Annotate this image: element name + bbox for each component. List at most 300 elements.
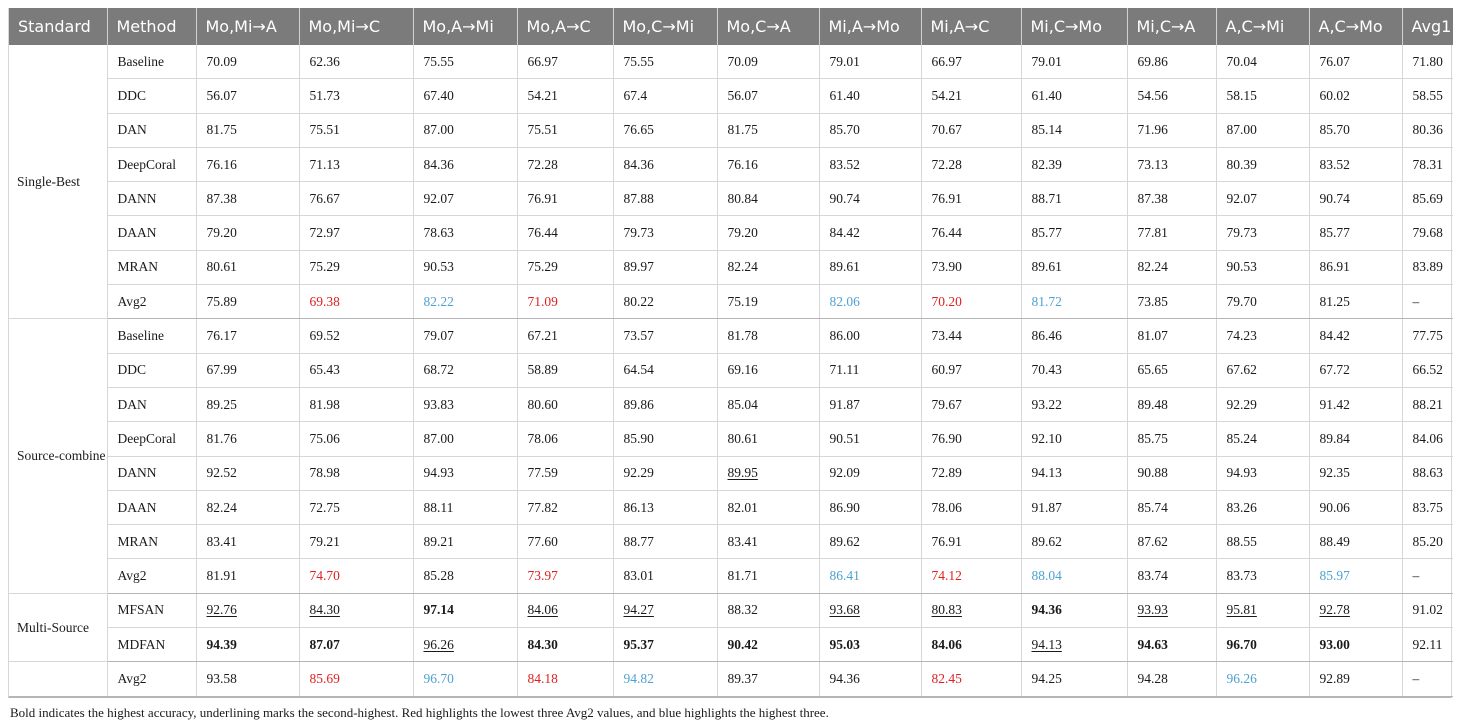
value-cell <box>299 319 413 353</box>
value-cell <box>1021 422 1127 456</box>
value-cell <box>299 593 413 627</box>
value-cell <box>517 285 613 319</box>
value-cell <box>921 250 1021 284</box>
cell-value: 92.52 <box>206 465 237 481</box>
cell-value: 87.88 <box>623 190 654 206</box>
cell-value: 76.16 <box>206 156 237 172</box>
cell-value: 79.68 <box>1412 225 1443 241</box>
cell-value: 54.21 <box>931 87 962 103</box>
cell-value: 83.89 <box>1412 259 1443 275</box>
value-cell <box>413 490 517 524</box>
value-cell <box>1402 113 1453 147</box>
cell-value: 80.39 <box>1226 156 1257 172</box>
value-cell <box>819 45 921 79</box>
cell-value: 96.26 <box>423 636 454 652</box>
cell-value: 89.25 <box>206 396 237 412</box>
cell-value: 92.78 <box>1319 602 1350 618</box>
value-cell <box>1021 285 1127 319</box>
value-cell <box>1309 525 1402 559</box>
value-cell <box>921 216 1021 250</box>
value-cell <box>517 182 613 216</box>
cell-value: 70.43 <box>1031 362 1062 378</box>
value-cell <box>196 456 299 490</box>
cell-value: 73.44 <box>931 328 962 344</box>
value-cell <box>921 113 1021 147</box>
cell-value: 77.81 <box>1137 225 1168 241</box>
value-cell <box>413 147 517 181</box>
cell-value: 86.41 <box>829 568 860 584</box>
column-header: Mi,C→A <box>1127 8 1216 45</box>
value-cell <box>1216 285 1309 319</box>
cell-value: 78.31 <box>1412 156 1443 172</box>
value-cell <box>1021 250 1127 284</box>
cell-value: 72.75 <box>309 499 340 515</box>
cell-value: 69.86 <box>1137 53 1168 69</box>
value-cell <box>1127 593 1216 627</box>
value-cell <box>1402 387 1453 421</box>
cell-value: 94.28 <box>1137 670 1168 686</box>
cell-value: 86.90 <box>829 499 860 515</box>
cell-value: 67.40 <box>423 87 454 103</box>
method-cell: DAAN <box>107 216 196 250</box>
cell-value: 87.62 <box>1137 533 1168 549</box>
value-cell <box>819 182 921 216</box>
value-cell <box>1216 662 1309 696</box>
value-cell <box>717 456 819 490</box>
value-cell <box>613 182 717 216</box>
cell-value: 78.06 <box>931 499 962 515</box>
cell-value: 78.06 <box>527 430 558 446</box>
cell-value: 85.70 <box>1319 122 1350 138</box>
value-cell <box>819 593 921 627</box>
value-cell <box>819 662 921 696</box>
value-cell <box>196 216 299 250</box>
cell-value: 92.35 <box>1319 465 1350 481</box>
cell-value: 89.61 <box>829 259 860 275</box>
value-cell <box>819 490 921 524</box>
value-cell <box>1309 456 1402 490</box>
cell-value: 94.93 <box>423 465 454 481</box>
table-row <box>9 285 1453 319</box>
value-cell <box>1309 45 1402 79</box>
cell-value: 82.39 <box>1031 156 1062 172</box>
cell-value: 85.75 <box>1137 430 1168 446</box>
cell-value: 73.13 <box>1137 156 1168 172</box>
value-cell <box>613 628 717 662</box>
value-cell <box>717 387 819 421</box>
cell-value: 81.98 <box>309 396 340 412</box>
value-cell <box>1216 422 1309 456</box>
value-cell <box>1216 559 1309 593</box>
value-cell <box>1309 79 1402 113</box>
value-cell <box>1402 216 1453 250</box>
cell-value: 89.86 <box>623 396 654 412</box>
cell-value: 58.55 <box>1412 87 1443 103</box>
value-cell <box>717 147 819 181</box>
value-cell <box>517 79 613 113</box>
table-row <box>9 216 1453 250</box>
standard-cell <box>9 662 107 696</box>
value-cell <box>921 490 1021 524</box>
cell-value: 88.55 <box>1226 533 1257 549</box>
cell-value: 89.48 <box>1137 396 1168 412</box>
value-cell <box>299 182 413 216</box>
cell-value: 89.97 <box>623 259 654 275</box>
cell-value: 79.20 <box>727 225 758 241</box>
cell-value: 82.24 <box>206 499 237 515</box>
method-cell: MFSAN <box>107 593 196 627</box>
cell-value: 76.67 <box>309 190 340 206</box>
cell-value: 86.46 <box>1031 328 1062 344</box>
table-row <box>9 319 1453 353</box>
cell-value: 94.36 <box>829 670 860 686</box>
cell-value: 80.84 <box>727 190 758 206</box>
table-header <box>9 8 1453 45</box>
cell-value: 71.80 <box>1412 53 1443 69</box>
cell-value: 84.42 <box>1319 328 1350 344</box>
value-cell <box>196 525 299 559</box>
cell-value: 83.75 <box>1412 499 1443 515</box>
cell-value: 76.44 <box>527 225 558 241</box>
cell-value: 92.29 <box>1226 396 1257 412</box>
table-row <box>9 525 1453 559</box>
value-cell <box>717 662 819 696</box>
cell-value: 78.63 <box>423 225 454 241</box>
cell-value: 76.16 <box>727 156 758 172</box>
cell-value: 80.83 <box>931 602 962 618</box>
value-cell <box>717 285 819 319</box>
cell-value: – <box>1412 293 1420 309</box>
value-cell <box>196 79 299 113</box>
value-cell <box>613 593 717 627</box>
cell-value: 60.02 <box>1319 87 1350 103</box>
value-cell <box>196 559 299 593</box>
header-row <box>9 8 1453 45</box>
cell-value: 85.90 <box>623 430 654 446</box>
value-cell <box>613 525 717 559</box>
cell-value: 84.30 <box>309 602 340 618</box>
value-cell <box>1127 285 1216 319</box>
cell-value: 83.74 <box>1137 568 1168 584</box>
cell-value: 88.04 <box>1031 568 1062 584</box>
cell-value: 80.22 <box>623 293 654 309</box>
value-cell <box>613 456 717 490</box>
value-cell <box>413 559 517 593</box>
value-cell <box>196 353 299 387</box>
value-cell <box>1021 182 1127 216</box>
value-cell <box>717 559 819 593</box>
cell-value: 83.26 <box>1226 499 1257 515</box>
value-cell <box>613 147 717 181</box>
value-cell <box>1402 525 1453 559</box>
cell-value: 94.63 <box>1137 636 1168 652</box>
cell-value: 92.89 <box>1319 670 1350 686</box>
cell-value: 67.62 <box>1226 362 1257 378</box>
value-cell <box>1021 147 1127 181</box>
method-cell: Baseline <box>107 45 196 79</box>
method-cell: Avg2 <box>107 559 196 593</box>
method-cell: Baseline <box>107 319 196 353</box>
cell-value: 87.38 <box>206 190 237 206</box>
column-header: Mo,A→C <box>517 8 613 45</box>
table-row <box>9 456 1453 490</box>
cell-value: 86.00 <box>829 328 860 344</box>
value-cell <box>819 113 921 147</box>
value-cell <box>717 319 819 353</box>
table-row <box>9 250 1453 284</box>
cell-value: 82.06 <box>829 293 860 309</box>
value-cell <box>1127 319 1216 353</box>
cell-value: 73.57 <box>623 328 654 344</box>
value-cell <box>613 387 717 421</box>
value-cell <box>517 45 613 79</box>
cell-value: 83.41 <box>206 533 237 549</box>
cell-value: 90.74 <box>1319 190 1350 206</box>
cell-value: 70.04 <box>1226 53 1257 69</box>
cell-value: 54.21 <box>527 87 558 103</box>
value-cell <box>1127 353 1216 387</box>
value-cell <box>819 628 921 662</box>
cell-value: 68.72 <box>423 362 454 378</box>
results-table <box>9 8 1453 697</box>
value-cell <box>196 45 299 79</box>
cell-value: 84.36 <box>623 156 654 172</box>
cell-value: 81.91 <box>206 568 237 584</box>
cell-value: 74.12 <box>931 568 962 584</box>
value-cell <box>1309 490 1402 524</box>
cell-value: 94.27 <box>623 602 654 618</box>
value-cell <box>299 216 413 250</box>
value-cell <box>1021 45 1127 79</box>
value-cell <box>517 353 613 387</box>
column-header: Mo,A→Mi <box>413 8 517 45</box>
value-cell <box>299 422 413 456</box>
column-header: Mo,Mi→C <box>299 8 413 45</box>
cell-value: 87.00 <box>1226 122 1257 138</box>
value-cell <box>717 422 819 456</box>
cell-value: 87.07 <box>309 636 340 652</box>
cell-value: 56.07 <box>206 87 237 103</box>
value-cell <box>196 490 299 524</box>
cell-value: 83.01 <box>623 568 654 584</box>
value-cell <box>1127 250 1216 284</box>
value-cell <box>819 353 921 387</box>
value-cell <box>1127 422 1216 456</box>
table-row <box>9 422 1453 456</box>
cell-value: 93.93 <box>1137 602 1168 618</box>
value-cell <box>717 250 819 284</box>
cell-value: 84.36 <box>423 156 454 172</box>
value-cell <box>299 113 413 147</box>
value-cell <box>1216 45 1309 79</box>
value-cell <box>819 422 921 456</box>
cell-value: 88.11 <box>423 499 454 515</box>
cell-value: 69.52 <box>309 328 340 344</box>
value-cell <box>1402 285 1453 319</box>
value-cell <box>921 456 1021 490</box>
cell-value: 67.4 <box>623 87 648 103</box>
value-cell <box>613 113 717 147</box>
cell-value: 60.97 <box>931 362 962 378</box>
value-cell <box>517 250 613 284</box>
cell-value: 54.56 <box>1137 87 1168 103</box>
cell-value: 89.95 <box>727 465 758 481</box>
column-header: Mi,A→C <box>921 8 1021 45</box>
table-body <box>9 45 1453 696</box>
cell-value: 95.03 <box>829 636 860 652</box>
column-header: A,C→Mi <box>1216 8 1309 45</box>
cell-value: 73.90 <box>931 259 962 275</box>
value-cell <box>921 525 1021 559</box>
value-cell <box>1216 353 1309 387</box>
cell-value: 64.54 <box>623 362 654 378</box>
value-cell <box>299 662 413 696</box>
value-cell <box>299 353 413 387</box>
value-cell <box>413 628 517 662</box>
cell-value: 77.59 <box>527 465 558 481</box>
value-cell <box>819 147 921 181</box>
value-cell <box>1309 628 1402 662</box>
value-cell <box>1127 628 1216 662</box>
cell-value: 51.73 <box>309 87 340 103</box>
cell-value: 76.90 <box>931 430 962 446</box>
cell-value: 82.24 <box>727 259 758 275</box>
cell-value: 83.41 <box>727 533 758 549</box>
cell-value: 82.22 <box>423 293 454 309</box>
value-cell <box>1216 216 1309 250</box>
cell-value: – <box>1412 568 1420 584</box>
value-cell <box>1402 250 1453 284</box>
cell-value: 71.13 <box>309 156 340 172</box>
value-cell <box>1216 79 1309 113</box>
value-cell <box>1021 353 1127 387</box>
cell-value: 96.70 <box>423 670 454 686</box>
value-cell <box>921 147 1021 181</box>
standard-cell: Multi-Source <box>9 593 107 662</box>
cell-value: 80.60 <box>527 396 558 412</box>
value-cell <box>1402 147 1453 181</box>
standard-cell: Single-Best <box>9 45 107 319</box>
value-cell <box>1216 525 1309 559</box>
cell-value: 66.97 <box>931 53 962 69</box>
value-cell <box>819 319 921 353</box>
value-cell <box>613 250 717 284</box>
cell-value: 83.52 <box>1319 156 1350 172</box>
table-row <box>9 79 1453 113</box>
value-cell <box>921 285 1021 319</box>
table-row <box>9 353 1453 387</box>
cell-value: 79.67 <box>931 396 962 412</box>
value-cell <box>1402 353 1453 387</box>
value-cell <box>517 662 613 696</box>
table-row <box>9 559 1453 593</box>
cell-value: 80.61 <box>206 259 237 275</box>
value-cell <box>299 387 413 421</box>
cell-value: 79.70 <box>1226 293 1257 309</box>
value-cell <box>517 147 613 181</box>
cell-value: 81.71 <box>727 568 758 584</box>
cell-value: 96.26 <box>1226 670 1257 686</box>
cell-value: 70.67 <box>931 122 962 138</box>
value-cell <box>613 319 717 353</box>
value-cell <box>196 250 299 284</box>
standard-cell: Source-combine <box>9 319 107 593</box>
value-cell <box>413 319 517 353</box>
value-cell <box>1402 593 1453 627</box>
value-cell <box>819 250 921 284</box>
value-cell <box>413 422 517 456</box>
cell-value: 72.97 <box>309 225 340 241</box>
value-cell <box>717 216 819 250</box>
value-cell <box>1309 182 1402 216</box>
value-cell <box>1216 387 1309 421</box>
value-cell <box>1127 113 1216 147</box>
cell-value: 75.19 <box>727 293 758 309</box>
cell-value: 74.23 <box>1226 328 1257 344</box>
value-cell <box>1021 525 1127 559</box>
cell-value: 79.01 <box>829 53 860 69</box>
column-header: Mo,C→A <box>717 8 819 45</box>
cell-value: 87.00 <box>423 122 454 138</box>
value-cell <box>613 662 717 696</box>
cell-value: 70.09 <box>727 53 758 69</box>
value-cell <box>921 387 1021 421</box>
column-header: Standard <box>9 8 107 45</box>
cell-value: 85.24 <box>1226 430 1257 446</box>
cell-value: 81.75 <box>727 122 758 138</box>
cell-value: 90.53 <box>1226 259 1257 275</box>
cell-value: 79.21 <box>309 533 340 549</box>
table-row <box>9 662 1453 696</box>
cell-value: 79.01 <box>1031 53 1062 69</box>
cell-value: 58.89 <box>527 362 558 378</box>
column-header: Mi,C→Mo <box>1021 8 1127 45</box>
cell-value: 75.55 <box>423 53 454 69</box>
value-cell <box>299 285 413 319</box>
cell-value: 72.28 <box>527 156 558 172</box>
cell-value: 71.09 <box>527 293 558 309</box>
value-cell <box>517 559 613 593</box>
value-cell <box>1309 113 1402 147</box>
value-cell <box>1402 182 1453 216</box>
value-cell <box>1021 559 1127 593</box>
value-cell <box>1127 147 1216 181</box>
value-cell <box>1402 559 1453 593</box>
value-cell <box>413 387 517 421</box>
value-cell <box>1021 79 1127 113</box>
cell-value: 97.14 <box>423 602 454 618</box>
cell-value: 93.68 <box>829 602 860 618</box>
cell-value: 89.37 <box>727 670 758 686</box>
column-header: Method <box>107 8 196 45</box>
cell-value: 67.72 <box>1319 362 1350 378</box>
method-cell: DDC <box>107 353 196 387</box>
value-cell <box>1127 387 1216 421</box>
value-cell <box>1216 593 1309 627</box>
value-cell <box>413 593 517 627</box>
cell-value: 83.52 <box>829 156 860 172</box>
cell-value: 84.30 <box>527 636 558 652</box>
value-cell <box>1127 216 1216 250</box>
cell-value: 90.42 <box>727 636 758 652</box>
cell-value: 76.91 <box>527 190 558 206</box>
value-cell <box>717 593 819 627</box>
cell-value: 61.40 <box>1031 87 1062 103</box>
value-cell <box>196 628 299 662</box>
value-cell <box>819 216 921 250</box>
cell-value: 93.22 <box>1031 396 1062 412</box>
value-cell <box>613 353 717 387</box>
